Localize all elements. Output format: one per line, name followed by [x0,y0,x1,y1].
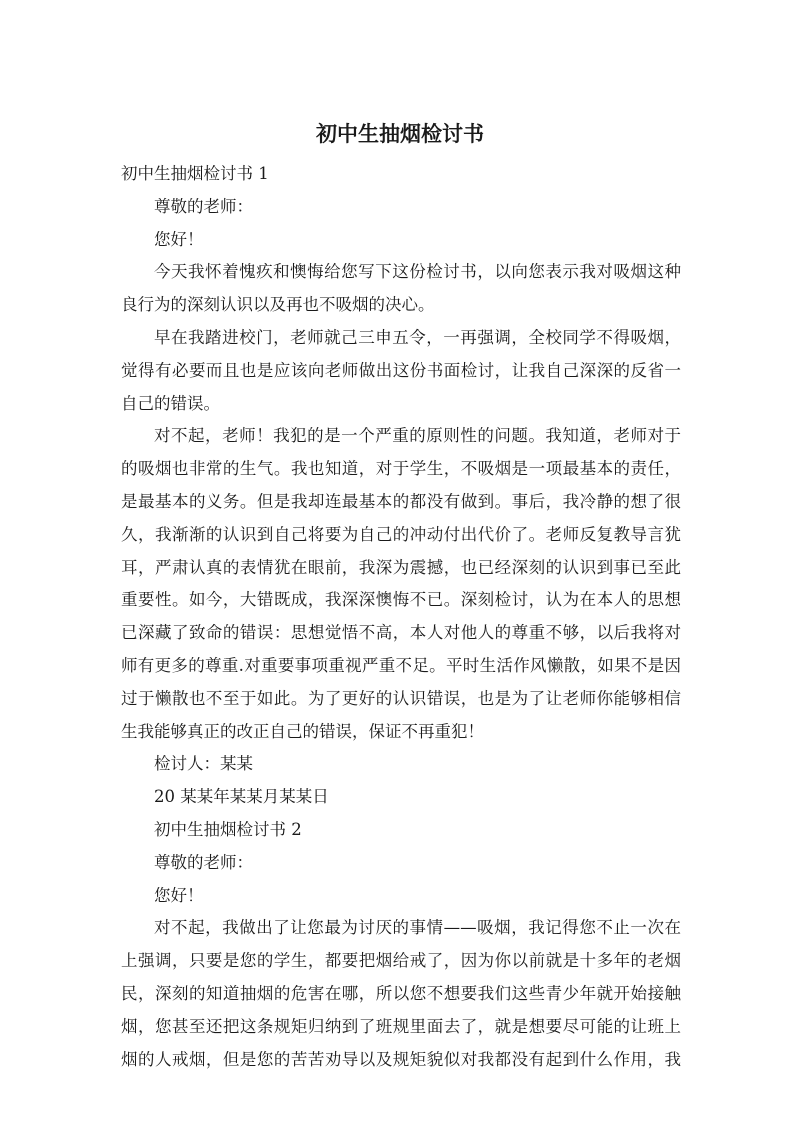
text-line: 的吸烟也非常的生气。我也知道，对于学生，不吸烟是一项最基本的责任， [121,459,681,479]
text-line: 烟的人戒烟，但是您的苦苦劝导以及规矩貌似对我都没有起到什么作用，我 [121,1049,681,1069]
text-line: 久，我渐渐的认识到自己将要为自己的冲动付出代价了。老师反复教导言犹 [121,524,681,544]
text-line: 民，深刻的知道抽烟的危害在哪，所以您不想要我们这些青少年就开始接触 [121,983,681,1003]
text-line: 尊敬的老师： [154,196,253,216]
text-line: 20 某某年某某月某某日 [154,787,329,807]
text-line: 重要性。如今，大错既成，我深深懊悔不已。深刻检讨，认为在本人的思想 [121,590,681,610]
text-line: 烟，您甚至还把这条规矩归纳到了班规里面去了，就是想要尽可能的让班上 [121,1016,681,1036]
text-line: 觉得有必要而且也是应该向老师做出这份书面检讨，让我自己深深的反省一 [121,360,681,380]
text-line: 自己的错误。 [121,393,220,413]
text-line: 早在我踏进校门，老师就己三申五令，一再强调，全校同学不得吸烟， [154,327,681,347]
document-body [121,158,681,1076]
document-title: 初中生抽烟检讨书 [316,122,484,146]
text-line: 上强调，只要是您的学生，都要把烟给戒了，因为你以前就是十多年的老烟 [121,951,681,971]
text-line: 良行为的深刻认识以及再也不吸烟的决心。 [121,295,435,315]
text-line: 生我能够真正的改正自己的错误，保证不再重犯！ [121,721,484,741]
text-line: 对不起，老师！我犯的是一个严重的原则性的问题。我知道，老师对于 [154,426,681,446]
text-line: 是最基本的义务。但是我却连最基本的都没有做到。事后，我冷静的想了很 [121,491,681,511]
text-line: 尊敬的老师： [154,852,253,872]
text-line: 今天我怀着愧疚和懊悔给您写下这份检讨书，以向您表示我对吸烟这种 [154,262,681,282]
text-line: 过于懒散也不至于如此。为了更好的认识错误，也是为了让老师你能够相信 [121,688,681,708]
text-line: 初中生抽烟检讨书 1 [121,164,269,183]
text-line: 耳，严肃认真的表情犹在眼前，我深为震撼，也已经深刻的认识到事已至此 [121,557,681,577]
text-line: 初中生抽烟检讨书 2 [154,819,302,839]
text-line: 您好！ [154,885,204,905]
text-line: 对不起，我做出了让您最为讨厌的事情——吸烟，我记得您不止一次在 [154,918,681,938]
text-line: 您好！ [154,229,204,249]
text-line: 检讨人：某某 [154,754,253,774]
text-line: 已深藏了致命的错误：思想觉悟不高，本人对他人的尊重不够，以后我将对 [121,623,681,643]
text-line: 师有更多的尊重.对重要事项重视严重不足。平时生活作风懒散，如果不是因 [121,655,681,675]
